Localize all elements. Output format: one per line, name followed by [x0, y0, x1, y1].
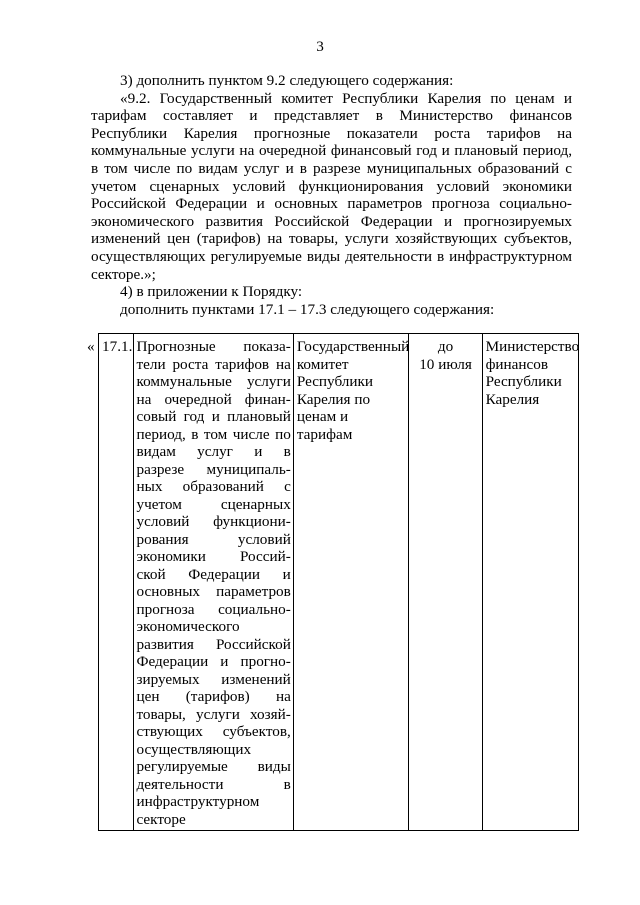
cell-line: Государственный: [296, 338, 410, 355]
cell-line: основных параметров: [136, 583, 291, 600]
cell-line: осуществляющих: [136, 740, 252, 758]
cell-line: до: [437, 338, 454, 355]
cell-line: Республики: [485, 373, 562, 390]
executor-cell: [293, 334, 408, 831]
description-cell: [133, 334, 293, 831]
cell-line: тели роста тарифов на: [136, 355, 291, 373]
cell-line: Прогнозные показа-: [136, 338, 291, 355]
page-number: 3: [316, 38, 324, 55]
cell-line: разрезе муниципаль-: [136, 460, 291, 478]
table-open-quote: «: [87, 338, 95, 355]
cell-line: прогноза социально-: [136, 600, 291, 618]
amendment-text: [91, 72, 572, 318]
cell-line: секторе: [136, 810, 186, 828]
cell-line: деятельности в: [136, 775, 291, 793]
cell-line: видам услуг и в: [136, 443, 291, 460]
cell-line: Республики: [296, 373, 374, 390]
cell-line: коммунальные услуги: [136, 373, 291, 390]
paragraph-item-4: 4) в приложении к Порядку:: [120, 283, 303, 301]
cell-line: учетом сценарных: [136, 495, 291, 513]
cell-line: инфраструктурном: [136, 793, 260, 810]
cell-line: Карелия: [485, 390, 540, 408]
cell-line: ценам и тарифам: [296, 408, 353, 443]
recipient-cell: [482, 334, 578, 831]
cell-line: развития Российской: [136, 635, 291, 653]
cell-line: на очередной финан-: [136, 390, 291, 408]
amendment-table: [98, 333, 579, 831]
cell-line: товары, услуги хозяй-: [136, 705, 291, 723]
cell-line: регулируемые виды: [136, 758, 291, 775]
cell-line: условий функциони-: [136, 513, 291, 530]
cell-line: цен (тарифов) на: [136, 688, 291, 705]
cell-line: ствующих субъектов,: [136, 723, 291, 740]
cell-line: Карелия по: [296, 390, 371, 408]
cell-line: Федерации и прогно-: [136, 653, 291, 670]
cell-line: Министерство: [485, 338, 580, 355]
cell-line: финансов: [485, 355, 549, 373]
deadline-cell: [408, 334, 482, 831]
paragraph-add-points: дополнить пунктами 17.1 – 17.3 следующего содержания:: [120, 300, 495, 318]
cell-line: экономики Россий-: [136, 548, 291, 565]
row-number-cell: 17.1.: [99, 334, 134, 831]
cell-line: комитет: [296, 355, 349, 373]
cell-line: зируемых изменений: [136, 670, 291, 688]
cell-line: рования условий: [136, 530, 291, 548]
cell-line: экономического: [136, 618, 240, 635]
paragraph-item-3: 3) дополнить пунктом 9.2 следующего содержания:: [120, 72, 454, 89]
cell-line: ской Федерации и: [136, 565, 291, 583]
cell-line: ных образований с: [136, 478, 291, 495]
cell-line: совый год и плановый: [136, 408, 291, 425]
paragraph-9-2-text: «9.2. Государственный комитет Республики Карелия по ценам и тарифам составляет и представляет в Министерство финансов Республики Карелия прогнозные показатели роста тарифов на коммунальные услуги на очередной финансовый год и плановый период, в том числе по видам услуг и в разрезе муниципальных образований с учетом сценарных условий функционирования условий экономики Российской Федерации и основных параметров прогноза социально-экономического развития Российской Федерации и прогнозируемых изменений цен (тарифов) на товары, услуги хозяйствующих субъектов, осуществляющих регулируемые виды деятельности в инфраструктурном секторе.»;: [91, 89, 572, 283]
cell-line: 10 июля: [419, 355, 472, 373]
cell-line: период, в том числе по: [136, 425, 291, 443]
table-row: [99, 334, 579, 831]
